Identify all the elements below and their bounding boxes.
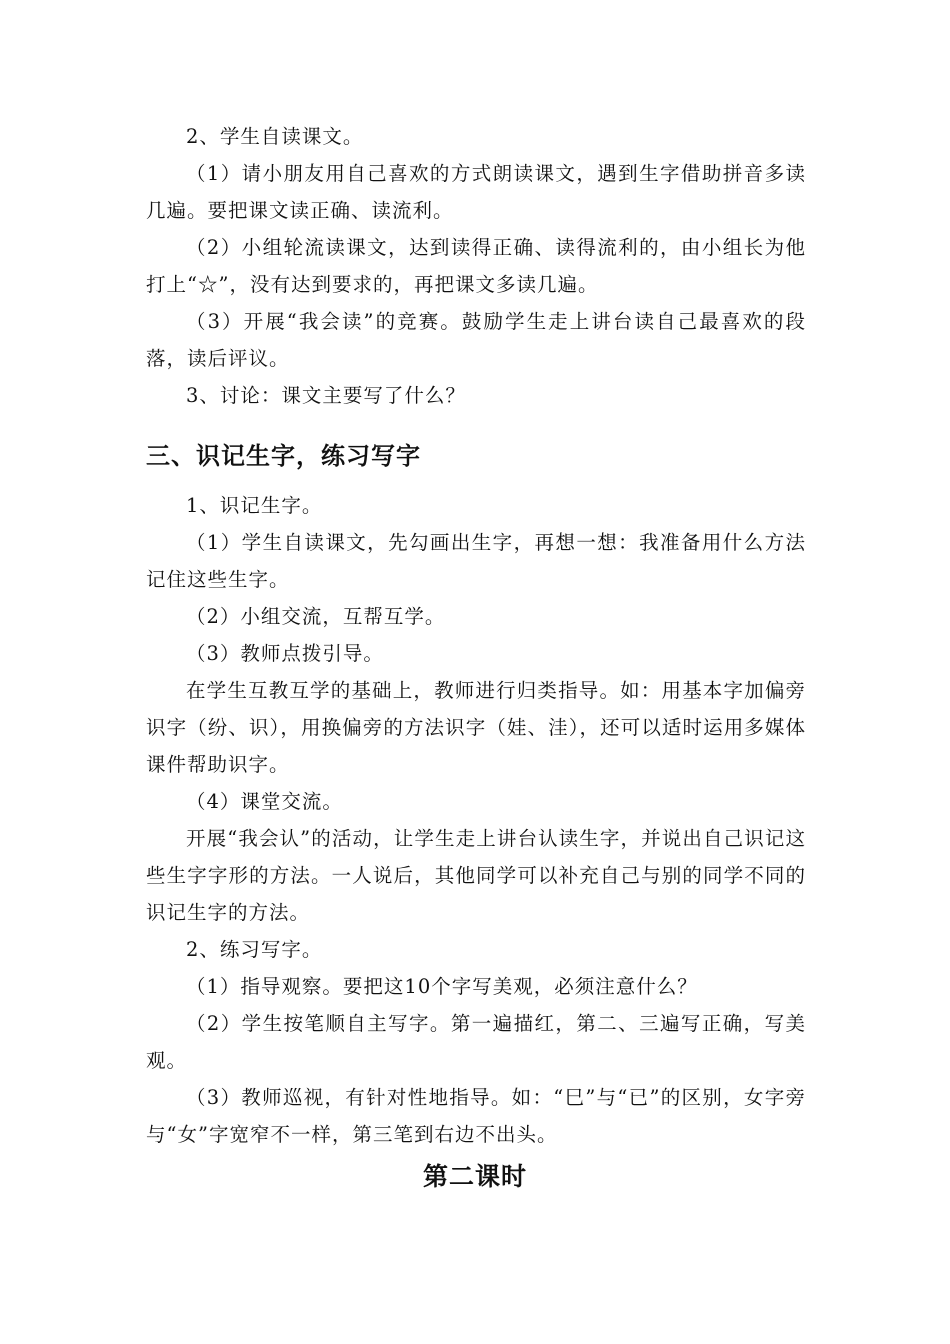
memorize-sub-3: （3）教师点拨引导。 bbox=[186, 642, 384, 665]
recognition-activity-paragraph: 开展“我会认”的活动，让学生走上讲台认读生字，并说出自己识记这些生字字形的方法。一人说后，其他同学可以补充自己与别的同学不同的识记生字的方法。 bbox=[146, 827, 806, 924]
item-2-self-read: 2、学生自读课文。 bbox=[186, 125, 364, 148]
section-3-heading: 三、识记生字，练习写字 bbox=[146, 442, 421, 470]
memorize-sub-1: （1）学生自读课文，先勾画出生字，再想一想：我准备用什么方法记住这些生字。 bbox=[146, 531, 806, 591]
item-2-writing: 2、练习写字。 bbox=[186, 938, 323, 961]
teacher-guidance-paragraph: 在学生互教互学的基础上，教师进行归类指导。如：用基本字加偏旁识字（纷、识），用换偏旁的方法识字（娃、洼），还可以适时运用多媒体课件帮助识字。 bbox=[146, 679, 806, 776]
lesson-2-heading: 第二课时 bbox=[422, 1162, 527, 1191]
writing-sub-1: （1）指导观察。要把这10个字写美观，必须注意什么？ bbox=[186, 975, 698, 998]
writing-sub-3: （3）教师巡视，有针对性地指导。如：“巳”与“已”的区别，女字旁与“女”字宽窄不一样，第三笔到右边不出头。 bbox=[146, 1086, 806, 1146]
item-1-memorize: 1、识记生字。 bbox=[186, 494, 323, 517]
sub-item-2: （2）小组轮流读课文，达到读得正确、读得流利的，由小组长为他打上“☆”，没有达到要求的，再把课文多读几遍。 bbox=[146, 236, 806, 296]
memorize-sub-4: （4）课堂交流。 bbox=[186, 790, 343, 813]
writing-sub-2: （2）学生按笔顺自主写字。第一遍描红，第二、三遍写正确，写美观。 bbox=[146, 1012, 806, 1072]
item-3-discussion: 3、讨论：课文主要写了什么？ bbox=[186, 384, 466, 407]
sub-item-1: （1）请小朋友用自己喜欢的方式朗读课文，遇到生字借助拼音多读几遍。要把课文读正确、读流利。 bbox=[146, 162, 806, 222]
sub-item-3: （3）开展“我会读”的竞赛。鼓励学生走上讲台读自己最喜欢的段落，读后评议。 bbox=[146, 310, 806, 370]
memorize-sub-2: （2）小组交流，互帮互学。 bbox=[186, 605, 446, 628]
